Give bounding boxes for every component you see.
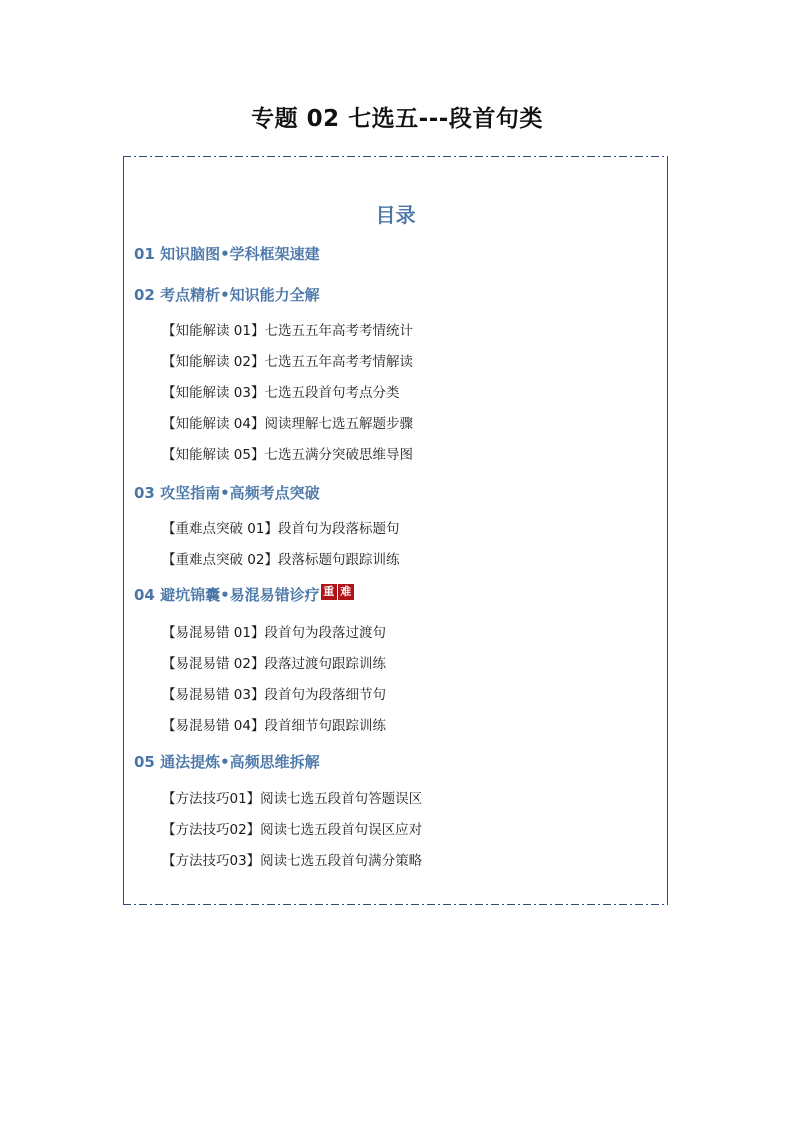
difficulty-badge [321, 581, 355, 600]
toc-item[interactable]: 【易混易错 04】段首细节句跟踪训练 [162, 718, 386, 734]
badge-char-zhong: 重 [321, 584, 337, 600]
toc-section-03[interactable]: 03 攻坚指南•高频考点突破 [134, 484, 320, 502]
toc-item[interactable]: 【易混易错 01】段首句为段落过渡句 [162, 625, 386, 641]
badge-char-nan: 难 [338, 584, 354, 600]
toc-section-02[interactable]: 02 考点精析•知识能力全解 [134, 286, 320, 304]
toc-section-01[interactable]: 01 知识脑图•学科框架速建 [134, 245, 320, 263]
toc-item[interactable]: 【方法技巧02】阅读七选五段首句误区应对 [162, 822, 423, 838]
toc-heading: 目录 [375, 203, 416, 227]
toc-item[interactable]: 【易混易错 02】段落过渡句跟踪训练 [162, 656, 386, 672]
toc-item[interactable]: 【易混易错 03】段首句为段落细节句 [162, 687, 386, 703]
toc-item[interactable]: 【知能解读 04】阅读理解七选五解题步骤 [162, 416, 413, 432]
toc-item[interactable]: 【方法技巧01】阅读七选五段首句答题误区 [162, 791, 423, 807]
toc-section-04[interactable] [134, 584, 355, 605]
toc-item[interactable]: 【知能解读 01】七选五五年高考考情统计 [162, 323, 413, 339]
toc-section-04-label: 04 避坑锦囊•易混易错诊疗 [134, 586, 320, 604]
toc-item[interactable]: 【知能解读 02】七选五五年高考考情解读 [162, 354, 413, 370]
table-of-contents [123, 156, 668, 905]
toc-item[interactable]: 【知能解读 03】七选五段首句考点分类 [162, 385, 400, 401]
toc-item[interactable]: 【方法技巧03】阅读七选五段首句满分策略 [162, 853, 423, 869]
toc-item[interactable]: 【重难点突破 02】段落标题句跟踪训练 [162, 552, 400, 568]
toc-item[interactable]: 【知能解读 05】七选五满分突破思维导图 [162, 447, 413, 463]
page-title: 专题 02 七选五---段首句类 [251, 106, 543, 132]
toc-item[interactable]: 【重难点突破 01】段首句为段落标题句 [162, 521, 400, 537]
toc-section-05[interactable]: 05 通法提炼•高频思维拆解 [134, 753, 320, 771]
